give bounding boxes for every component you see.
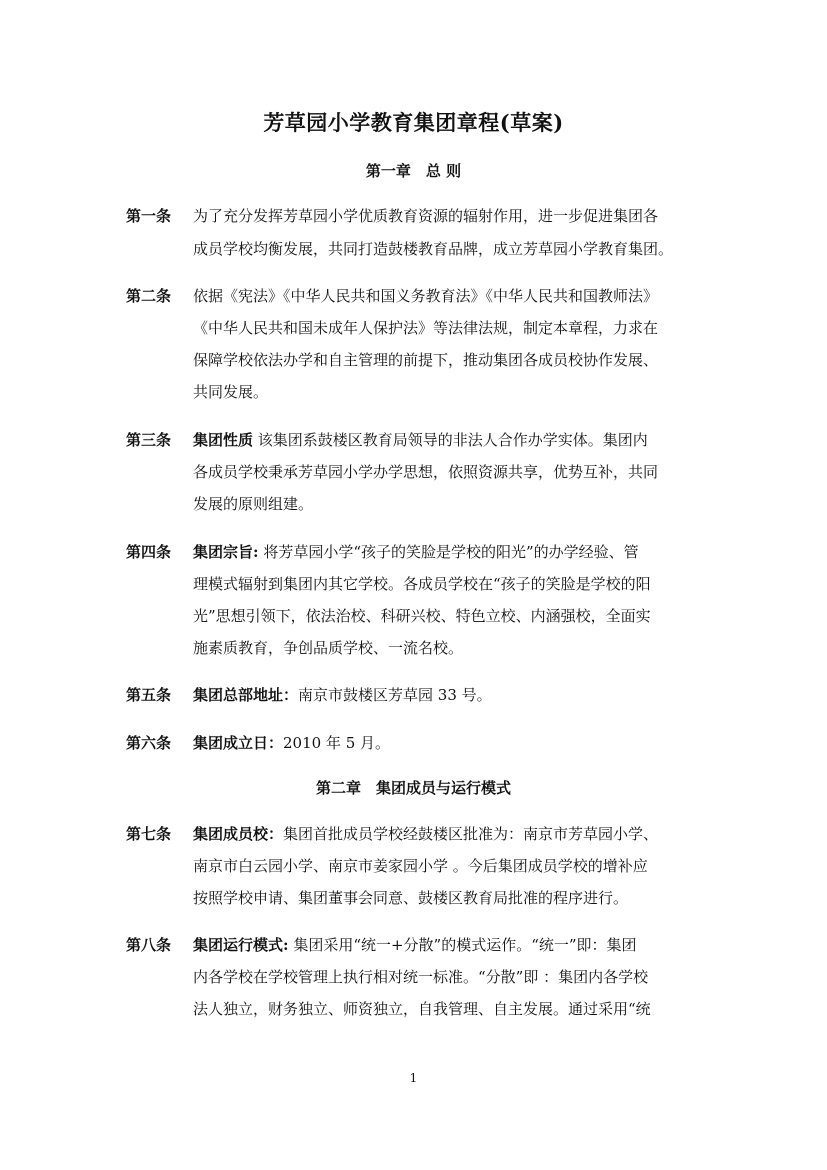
article-line: 《中华人民共和国未成年人保护法》等法律法规，制定本章程，力求在 [193, 319, 659, 337]
article-line-first [193, 683, 716, 707]
article-body [193, 428, 716, 516]
article-8 [126, 933, 716, 1021]
chapter-heading-2: 第二章 集团成员与运行模式 [315, 779, 511, 797]
article-5 [126, 683, 716, 707]
article-line: 2010 年 5 月。 [283, 734, 391, 752]
article-line: 南京市鼓楼区芳草园 33 号。 [298, 686, 492, 704]
article-line: 为了充分发挥芳草园小学优质教育资源的辐射作用，进一步促进集团各 [193, 207, 659, 225]
article-line: 共同发展。 [193, 383, 269, 401]
article-line: 施素质教育，争创品质学校、一流名校。 [193, 639, 464, 657]
article-body [193, 683, 716, 707]
article-line: 集团首批成员学校经鼓楼区批准为：南京市芳草园小学、 [283, 825, 659, 843]
article-label: 第二条 [126, 287, 172, 305]
article-heading: 集团宗旨: [193, 543, 259, 561]
article-line: 依据《宪法》《中华人民共和国义务教育法》《中华人民共和国教师法》 [193, 287, 659, 305]
article-label: 第三条 [126, 431, 172, 449]
article-line: 集团采用“统一+分散”的模式运作。“统一”即：集团 [288, 936, 637, 954]
article-label: 第六条 [126, 734, 172, 752]
article-line: 南京市白云园小学、南京市姜家园小学 。今后集团成员学校的增补应 [193, 857, 648, 875]
article-line: 各成员学校秉承芳草园小学办学思想，依照资源共享，优势互补，共同 [193, 463, 659, 481]
article-line: 按照学校申请、集团董事会同意、鼓楼区教育局批准的程序进行。 [193, 889, 629, 907]
article-body [193, 204, 716, 261]
article-body [193, 540, 716, 660]
article-heading: 集团性质 [193, 431, 254, 449]
article-line: 光”思想引领下，依法治校、科研兴校、特色立校、内涵强校，全面实 [193, 607, 651, 625]
article-heading: 集团成员校： [193, 825, 284, 843]
article-body [193, 933, 716, 1021]
article-line: 将芳草园小学“孩子的笑脸是学校的阳光”的办学经验、管 [258, 543, 639, 561]
article-line-first [193, 822, 716, 854]
article-line: 成员学校均衡发展，共同打造鼓楼教育品牌，成立芳草园小学教育集团。 [193, 240, 674, 258]
article-label: 第八条 [126, 936, 172, 954]
page-number: 1 [409, 1071, 418, 1085]
article-3 [126, 428, 716, 516]
article-line: 理模式辐射到集团内其它学校。各成员学校在“孩子的笑脸是学校的阳 [193, 575, 651, 593]
article-2 [126, 284, 716, 404]
article-label: 第七条 [126, 825, 172, 843]
article-line-first [193, 428, 716, 460]
article-line-first [193, 933, 716, 965]
article-heading: 集团总部地址： [193, 686, 299, 704]
article-body [193, 284, 716, 404]
article-label: 第一条 [126, 207, 172, 225]
article-line: 该集团系鼓楼区教育局领导的非法人合作办学实体。集团内 [253, 431, 648, 449]
article-line: 法人独立，财务独立、师资独立，自我管理、自主发展。通过采用“统 [193, 1000, 651, 1018]
article-line-first [193, 731, 716, 755]
article-line: 内各学校在学校管理上执行相对统一标准。“分散”即 ：集团内各学校 [193, 968, 649, 986]
article-heading: 集团成立日： [193, 734, 284, 752]
article-line: 发展的原则组建。 [193, 495, 314, 513]
document-title: 芳草园小学教育集团章程(草案) [263, 110, 564, 135]
article-7 [126, 822, 716, 910]
article-label: 第四条 [126, 543, 172, 561]
article-heading: 集团运行模式: [193, 936, 289, 954]
article-6 [126, 731, 716, 755]
article-body [193, 731, 716, 755]
article-line: 保障学校依法办学和自主管理的前提下，推动集团各成员校协作发展、 [193, 351, 659, 369]
article-1 [126, 204, 716, 261]
article-label: 第五条 [126, 686, 172, 704]
chapter-heading-1: 第一章 总 则 [365, 162, 462, 180]
article-body [193, 822, 716, 910]
article-4 [126, 540, 716, 660]
article-line-first [193, 540, 716, 572]
